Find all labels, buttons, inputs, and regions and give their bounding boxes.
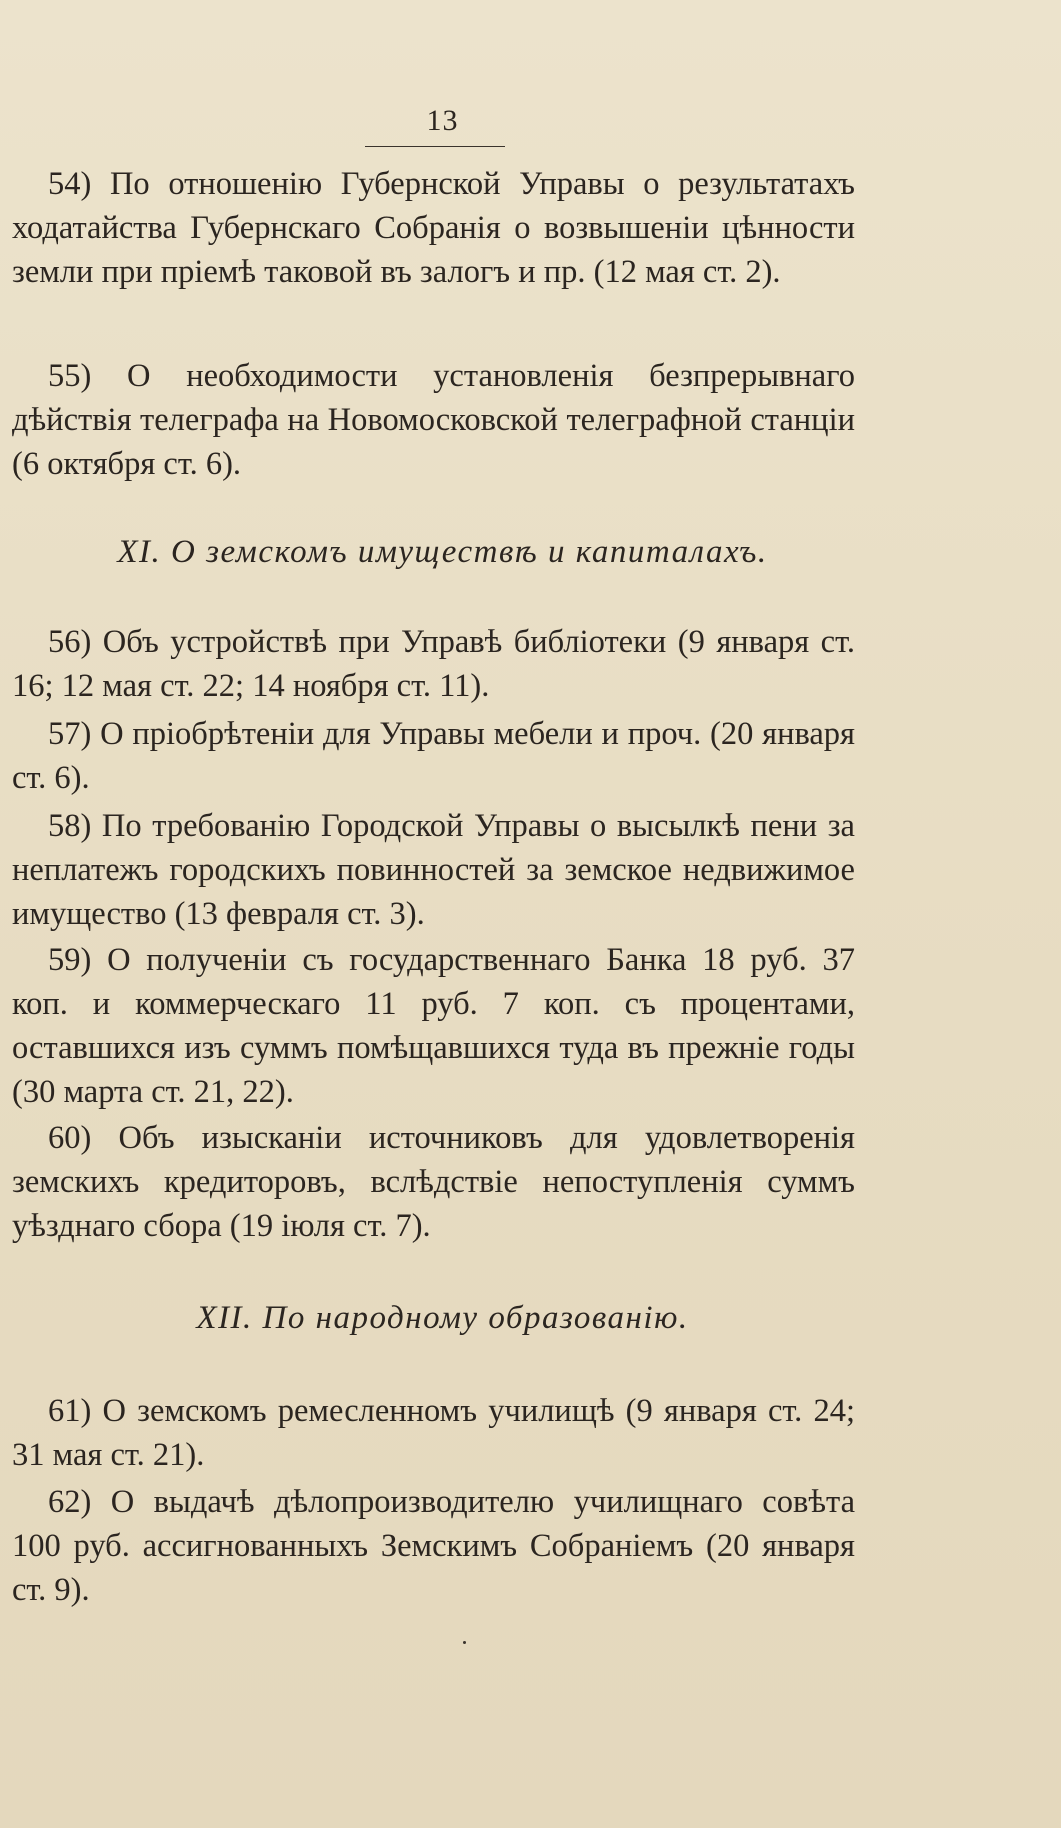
list-item-56: 56) Объ устройствѣ при Управѣ библіотеки (9 января ст. 16; 12 мая ст. 22; 14 ноября ст. 11). [12, 624, 855, 704]
section-heading-xi: XI. О земскомъ имуществѣ и капиталахъ. [117, 534, 768, 570]
page-number: 13 [426, 104, 459, 137]
list-item-62: 62) О выдачѣ дѣлопроизводителю училищнаго совѣта 100 руб. ассигнованныхъ Земскимъ Собраніемъ (20 января ст. 9). [12, 1484, 855, 1608]
list-item-54: 54) По отношенію Губернской Управы о результатахъ ходатайства Губернскаго Собранія о возвышеніи цѣнности земли при пріемѣ таковой въ залогъ и пр. (12 мая ст. 2). [12, 166, 855, 290]
list-item-60: 60) Объ изысканіи источниковъ для удовлетворенія земскихъ кредиторовъ, вслѣдствіе непоступленія суммъ уѣзднаго сбора (19 іюля ст. 7). [12, 1120, 855, 1244]
page-speck [463, 1641, 466, 1644]
header-rule [365, 146, 505, 147]
list-item-61: 61) О земскомъ ремесленномъ училищѣ (9 января ст. 24; 31 мая ст. 21). [12, 1393, 855, 1473]
list-item-55: 55) О необходимости установленія безпрерывнаго дѣйствія телеграфа на Новомосковской телеграфной станціи (6 октября ст. 6). [12, 358, 855, 482]
list-item-57: 57) О пріобрѣтеніи для Управы мебели и проч. (20 января ст. 6). [12, 716, 855, 796]
list-item-58: 58) По требованію Городской Управы о высылкѣ пени за неплатежъ городскихъ повинностей за земское недвижимое имущество (13 февраля ст. 3). [12, 808, 855, 932]
section-heading-xii: XII. По народному образованію. [196, 1300, 689, 1336]
list-item-59: 59) О полученіи съ государственнаго Банка 18 руб. 37 коп. и коммерческаго 11 руб. 7 коп. съ процентами, оставшихся изъ суммъ помѣщавшихся туда въ прежніе годы (30 марта ст. 21, 22). [12, 942, 855, 1110]
